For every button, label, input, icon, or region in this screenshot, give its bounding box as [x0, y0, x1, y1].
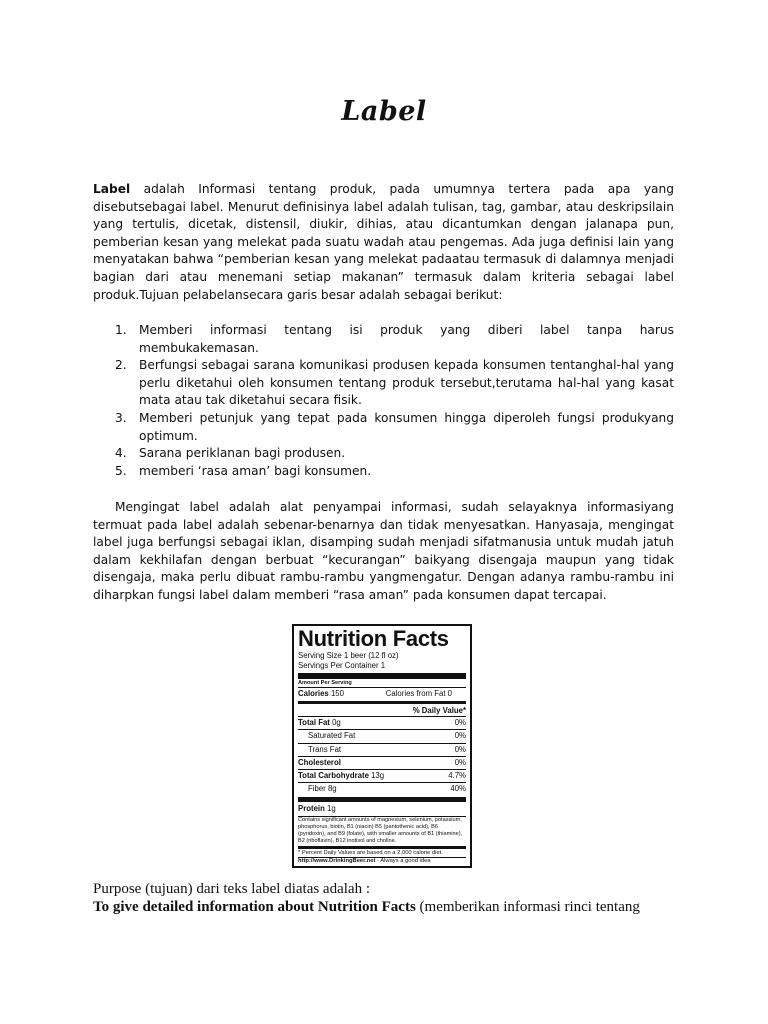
list-item — [93, 410, 674, 445]
purpose-rest: (memberikan informasi rinci tentang — [415, 899, 640, 915]
nutrient-dv: 40% — [450, 784, 466, 794]
intro-lead-term: Label — [93, 182, 131, 196]
nutrient-row — [298, 716, 466, 729]
nutrient-label: Trans Fat — [308, 744, 342, 754]
calories-from-fat: Calories from Fat 0 — [385, 689, 452, 698]
protein-row — [298, 803, 466, 815]
purpose-line-1: Purpose (tujuan) dari teks label diatas adalah : — [93, 881, 370, 897]
nutrient-dv: 4.7% — [448, 771, 466, 781]
nutrient-label: Total Carbohydrate — [298, 771, 369, 781]
list-text: Berfungsi sebagai sarana komunikasi produsen kepada konsumen tentanghal-hal yang perlu diketahui oleh konsumen tentang produk tersebut,terutama hal-hal yang kasat mata atau tak diketahui secara fisik. — [139, 358, 674, 408]
nutrient-row — [298, 756, 466, 769]
nutrition-heading: Nutrition Facts — [298, 626, 449, 651]
label-tagline: - Always a good idea — [375, 857, 431, 864]
nutrient-dv: 0% — [454, 731, 466, 741]
nutrient-row — [298, 782, 466, 795]
nutrient-dv: 0% — [454, 744, 466, 754]
intro-text: adalah Informasi tentang produk, pada umumnya tertera pada apa yang disebutsebagai label. Menurut definisinya label adalah tulisan, tag, gambar, atau deskripsilain yang tertulis, dicetak, distensil, diukir, dihias, atau dicantumkan dengan jalanapa pun, pemberian kesan yang melekat pada suatu wadah atau pengemas. Ada juga definisi lain yang menyatakan bahwa “pemberian kesan yang melekat padaatau termasuk di dalamnya menjadi bagian dari atau menemani setiap makanan” termasuk dalam kriteria sebagai label produk.Tujuan pelabelansecara garis besar adalah sebagai berikut: — [93, 182, 674, 302]
list-text: Sarana periklanan bagi produsen. — [139, 446, 346, 461]
nutrition-facts-label — [292, 624, 472, 868]
nutrient-row — [298, 729, 466, 742]
nutrient-amount: 8g — [327, 784, 337, 794]
protein-value: 1g — [327, 804, 336, 814]
daily-value-footnote: * Percent Daily Values are based on a 2,000 calorie diet. — [298, 849, 443, 856]
nutrient-label: Saturated Fat — [308, 731, 356, 741]
serving-size: Serving Size 1 beer (12 fl oz) — [298, 651, 399, 660]
medium-divider — [298, 701, 466, 704]
thick-divider — [298, 673, 466, 679]
calories-label: Calories — [298, 689, 329, 698]
servings-per-container: Servings Per Container 1 — [298, 661, 386, 670]
intro-paragraph — [93, 181, 674, 304]
daily-value-header: % Daily Value* — [412, 706, 466, 716]
purpose-list — [93, 322, 674, 480]
nutrient-row — [298, 743, 466, 756]
list-item — [93, 357, 674, 410]
list-number: 4. — [115, 446, 127, 461]
nutrient-label: Cholesterol — [298, 757, 341, 767]
list-item — [93, 445, 674, 463]
nutrient-amount: 13g — [371, 771, 385, 781]
purpose-paragraph — [93, 880, 693, 916]
list-item — [93, 322, 674, 357]
amount-per-serving: Amount Per Serving — [298, 680, 352, 686]
contains-note: Contains significant amounts of magnesium, selenium, potassium, phosphorus, biotin, B1 (niacin) B5 (pantothenic acid), B6 (pyridoxin), and B9 (folate), with smaller amounts of B1 (thiamine), B2 (riboflavin), B12 inotisol and choline. — [298, 816, 463, 844]
list-number: 3. — [115, 410, 127, 425]
nutrient-dv: 0% — [454, 757, 466, 767]
list-text: Memberi informasi tentang isi produk yang diberi label tanpa harus membukakemasan. — [139, 323, 674, 355]
page-title: Label — [341, 96, 427, 127]
thick-divider — [298, 797, 466, 802]
purpose-bold: To give detailed information about Nutrition Facts — [93, 899, 416, 915]
nutrient-label: Fiber — [308, 784, 326, 794]
list-item — [93, 463, 674, 481]
nutrient-amount: 0g — [332, 718, 341, 728]
list-number: 5. — [115, 463, 127, 478]
list-text: memberi ‘rasa aman’ bagi konsumen. — [139, 463, 372, 478]
protein-label: Protein — [298, 804, 325, 814]
list-number: 2. — [115, 358, 127, 373]
nutrient-label: Total Fat — [298, 718, 330, 728]
list-number: 1. — [115, 323, 127, 337]
calories-row — [298, 687, 466, 700]
label-url-line — [298, 858, 466, 865]
second-paragraph: Mengingat label adalah alat penyampai informasi, sudah selayaknya informasiyang termuat pada label adalah sebenar-benarnya dan tidak menyesatkan. Hanyasaja, mengingat label juga berfungsi sebagai iklan, disamping sudah menjadi sifatmanusia untuk mudah jatuh dalam kekhilafan dengan berbuat “kecurangan” baikyang disengaja maupun yang tidak disengaja, maka perlu dibuat rambu-rambu yangmengatur. Dengan adanya rambu-rambu ini diharpkan fungsi label dalam memberi “rasa aman” pada konsumen dapat tercapai. — [93, 500, 674, 602]
label-url: http://www.DrinkingBeer.net — [298, 857, 376, 864]
calories-value: 150 — [330, 689, 344, 698]
list-text: Memberi petunjuk yang tepat pada konsumen hingga diperoleh fungsi produkyang optimum. — [139, 410, 674, 443]
purpose-line-2 — [93, 898, 693, 916]
nutrient-dv: 0% — [454, 718, 466, 728]
nutrient-row — [298, 769, 466, 782]
medium-divider — [298, 846, 466, 849]
